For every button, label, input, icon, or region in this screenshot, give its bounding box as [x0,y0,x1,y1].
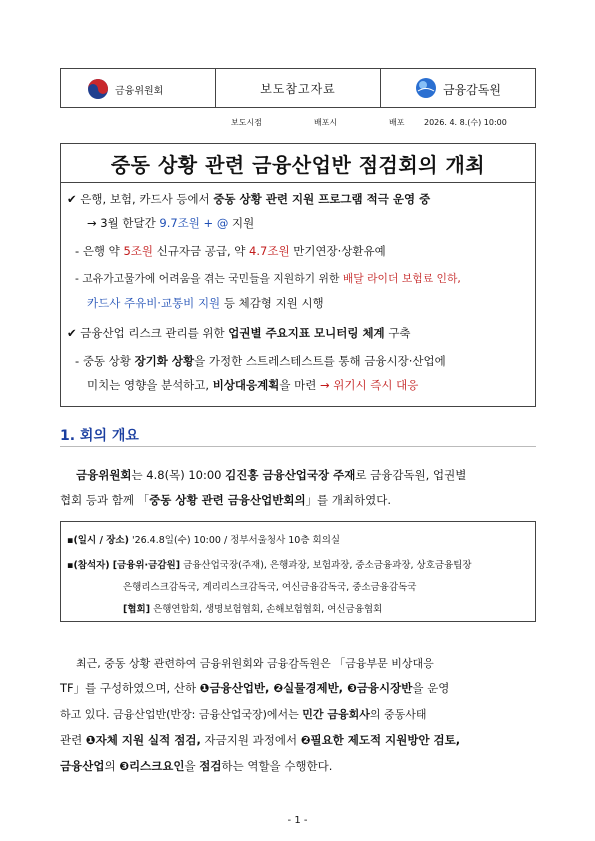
summary-bullet-4: ✔ 금융산업 리스크 관리를 위한 업권별 주요지표 모니터링 체계 구축 [67,326,411,340]
summary-bullet-1-detail: → 3월 한달간 9.7조원 + @ 지원 [87,216,255,230]
summary-bullet-5: - 중동 상황 장기화 상황을 가정한 스트레스테스트를 통해 금융시장·산업에 [75,354,446,368]
section-divider [60,446,536,447]
summary-bullet-3-cont: 카드사 주유비·교통비 지원 등 체감형 지원 시행 [87,296,324,310]
page-title: 중동 상황 관련 금융산업반 점검회의 개최 [60,143,536,183]
release-dist-value: 2026. 4. 8.(수) 10:00 [424,118,507,127]
body-paragraph-line-4: 관련 ❶자체 지원 실적 점검, 자금지원 과정에서 ❷필요한 제도적 지원방안 검토, [60,733,461,747]
fss-logo-cell [381,69,536,107]
body-paragraph-line-3: 하고 있다. 금융산업반(반장: 금융산업국장)에서는 민간 금융회사의 중동사태 [60,708,427,721]
info-attendees-3: [협회] 은행연합회, 생명보험협회, 손해보험협회, 여신금융협회 [123,604,383,615]
page-number: - 1 - [287,815,308,826]
summary-bullet-1: ✔ 은행, 보험, 카드사 등에서 중동 상황 관련 지원 프로그램 적극 운영 중 [67,192,431,206]
summary-bullet-3: - 고유가고물가에 어려움을 겪는 국민들을 지원하기 위한 배달 라이더 보험료 인하, [75,272,461,285]
summary-box [60,183,536,407]
fss-globe-icon [415,77,437,99]
info-attendees-1: ▪(참석자) [금융위·금감원] 금융산업국장(주재), 은행과장, 보험과장, 중소금융과장, 상호금융팀장 [67,560,472,571]
fsc-emblem-icon [87,78,109,100]
meeting-info-box [60,521,536,622]
doc-type: 보도참고자료 [216,69,381,107]
section-heading: 1. 회의 개요 [60,428,139,444]
summary-bullet-5-cont: 미치는 영향을 분석하고, 비상대응계획을 마련 → 위기시 즉시 대응 [87,378,419,392]
fss-name: 금융감독원 [443,83,501,97]
fsc-name: 금융위원회 [115,86,164,97]
intro-paragraph-line-1: 금융위원회는 4.8(목) 10:00 김진홍 금융산업국장 주재로 금융감독원, 업권별 [76,468,467,482]
info-date-place: ▪(일시 / 장소) '26.4.8일(수) 10:00 / 정부서울청사 10층 회의실 [67,535,341,546]
fsc-logo-cell [61,69,216,107]
release-dist-label: 배포 [389,118,405,127]
release-time-label: 보도시점 [231,118,262,127]
body-paragraph-line-2: TF」를 구성하였으며, 산하 ❶금융산업반, ❷실물경제반, ❸금융시장반을 운영 [60,681,450,695]
info-attendees-2: 은행리스크감독국, 계리리스크감독국, 여신금융감독국, 중소금융감독국 [123,582,417,593]
intro-paragraph-line-2: 협회 등과 함께 「중동 상황 관련 금융산업반회의」를 개최하였다. [60,493,392,507]
release-time-value: 배포시 [314,118,338,127]
body-paragraph-line-1: 최근, 중동 상황 관련하여 금융위원회와 금융감독원은 「금융부문 비상대응 [76,657,434,670]
header-box [60,68,536,108]
body-paragraph-line-5: 금융산업의 ❸리스크요인을 점검하는 역할을 수행한다. [60,759,333,773]
summary-bullet-2: - 은행 약 5조원 신규자금 공급, 약 4.7조원 만기연장·상환유예 [75,244,386,258]
